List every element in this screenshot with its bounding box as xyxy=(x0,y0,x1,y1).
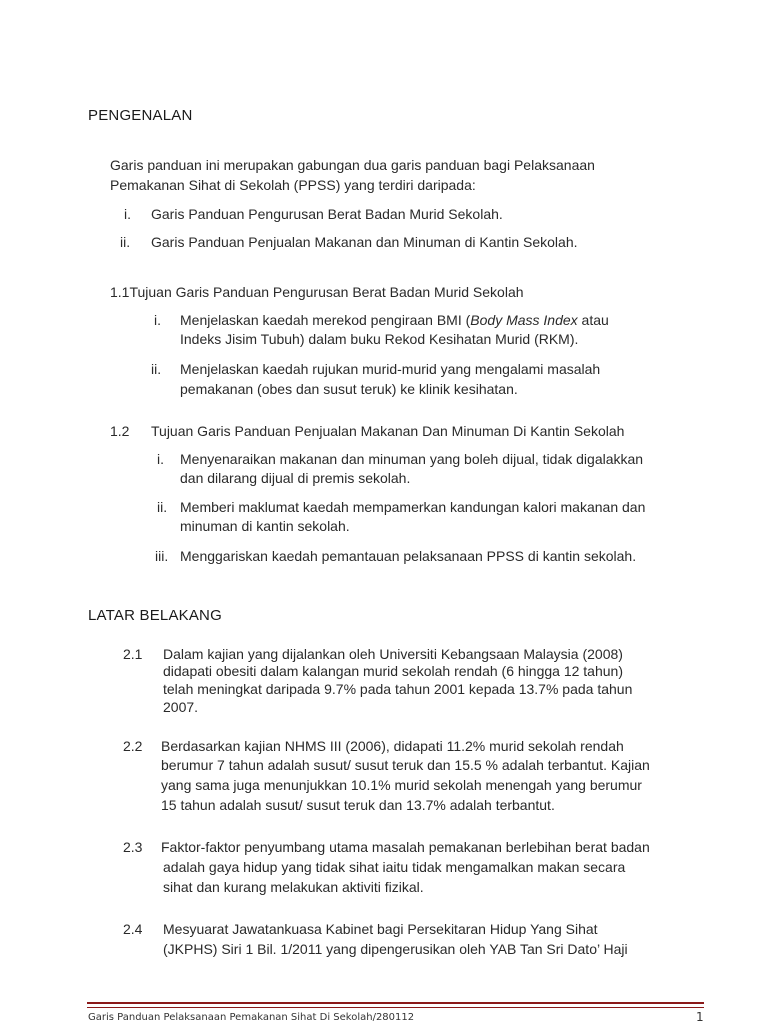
bg-item-line: adalah gaya hidup yang tidak sihat iaitu tidak mengamalkan makan secara xyxy=(163,859,626,875)
intro-paragraph-line2: Pemakanan Sihat di Sekolah (PPSS) yang terdiri daripada: xyxy=(110,177,476,193)
s1-2-item-line1: Menggariskan kaedah pemantauan pelaksanaan PPSS di kantin sekolah. xyxy=(180,548,637,564)
footer-text: Garis Panduan Pelaksanaan Pemakanan Sihat Di Sekolah/280112 xyxy=(88,1012,415,1023)
bg-item-line: 15 tahun adalah susut/ susut teruk dan 13.7% adalah terbantut. xyxy=(161,797,555,813)
subsection-number-1-2: 1.2 xyxy=(110,423,130,439)
footer-rule-thick xyxy=(87,1002,704,1004)
bg-item-line: Mesyuarat Jawatankuasa Kabinet bagi Persekitaran Hidup Yang Sihat xyxy=(163,921,598,937)
s1-2-item-line1: Memberi maklumat kaedah mempamerkan kandungan kalori makanan dan xyxy=(180,499,646,515)
bg-item-line: yang sama juga menunjukkan 10.1% murid sekolah menengah yang berumur xyxy=(161,777,642,793)
s1-1-item-line1: Menjelaskan kaedah rujukan murid-murid yang mengalami masalah xyxy=(180,361,601,377)
bg-item-number: 2.2 xyxy=(123,738,143,754)
intro-paragraph-line1: Garis panduan ini merupakan gabungan dua garis panduan bagi Pelaksanaan xyxy=(110,157,595,173)
intro-item-number: ii. xyxy=(120,234,131,250)
section-heading-pengenalan: PENGENALAN xyxy=(88,107,193,124)
bg-item-number: 2.1 xyxy=(123,646,143,662)
bg-item-line: (JKPHS) Siri 1 Bil. 1/2011 yang dipengerusikan oleh YAB Tan Sri Dato’ Haji xyxy=(163,941,628,957)
s1-2-item-number: iii. xyxy=(155,548,169,564)
s1-1-item-number: ii. xyxy=(151,361,162,377)
s1-1-item-line1 xyxy=(180,311,703,330)
s1-2-item-line2: dan dilarang dijual di premis sekolah. xyxy=(180,470,411,486)
s1-2-item-line1: Menyenaraikan makanan dan minuman yang boleh dijual, tidak digalakkan xyxy=(180,451,644,467)
footer-rule-thin xyxy=(87,1007,704,1008)
bg-item-line: 2007. xyxy=(163,699,199,715)
s1-1-item-text-pre: Menjelaskan kaedah merekod pengiraan BMI ( xyxy=(180,312,471,328)
intro-item-number: i. xyxy=(124,206,131,222)
s1-2-item-number: ii. xyxy=(157,499,168,515)
s1-2-item-line2: minuman di kantin sekolah. xyxy=(180,518,350,534)
intro-item-text: Garis Panduan Penjualan Makanan dan Minuman di Kantin Sekolah. xyxy=(151,234,578,250)
subsection-title-1-2: Tujuan Garis Panduan Penjualan Makanan Dan Minuman Di Kantin Sekolah xyxy=(151,423,625,439)
bg-item-number: 2.3 xyxy=(123,839,143,855)
s1-1-item-line2: pemakanan (obes dan susut teruk) ke klinik kesihatan. xyxy=(180,381,518,397)
s1-1-item-line2: Indeks Jisim Tubuh) dalam buku Rekod Kesihatan Murid (RKM). xyxy=(180,331,579,347)
bg-item-line: telah meningkat daripada 9.7% pada tahun 2001 kepada 13.7% pada tahun xyxy=(163,681,633,697)
subsection-title-1-1: 1.1Tujuan Garis Panduan Pengurusan Berat Badan Murid Sekolah xyxy=(110,284,524,300)
s1-1-item-text-italic: Body Mass Index xyxy=(470,312,578,328)
s1-1-item-number: i. xyxy=(154,312,161,328)
s1-2-item-number: i. xyxy=(157,451,164,467)
intro-item-text: Garis Panduan Pengurusan Berat Badan Murid Sekolah. xyxy=(151,206,503,222)
bg-item-line: Berdasarkan kajian NHMS III (2006), didapati 11.2% murid sekolah rendah xyxy=(161,738,624,754)
bg-item-line: sihat dan kurang melakukan aktiviti fizikal. xyxy=(163,879,424,895)
page-number: 1 xyxy=(696,1010,704,1024)
bg-item-line: berumur 7 tahun adalah susut/ susut teruk dan 15.5 % adalah terbantut. Kajian xyxy=(161,757,650,773)
bg-item-line: Faktor-faktor penyumbang utama masalah pemakanan berlebihan berat badan xyxy=(161,839,650,855)
bg-item-line: didapati obesiti dalam kalangan murid sekolah rendah (6 hingga 12 tahun) xyxy=(163,663,623,679)
s1-1-item-text-post: atau xyxy=(577,312,609,328)
bg-item-number: 2.4 xyxy=(123,921,143,937)
bg-item-line: Dalam kajian yang dijalankan oleh Universiti Kebangsaan Malaysia (2008) xyxy=(163,646,623,662)
section-heading-latar-belakang: LATAR BELAKANG xyxy=(88,607,222,624)
